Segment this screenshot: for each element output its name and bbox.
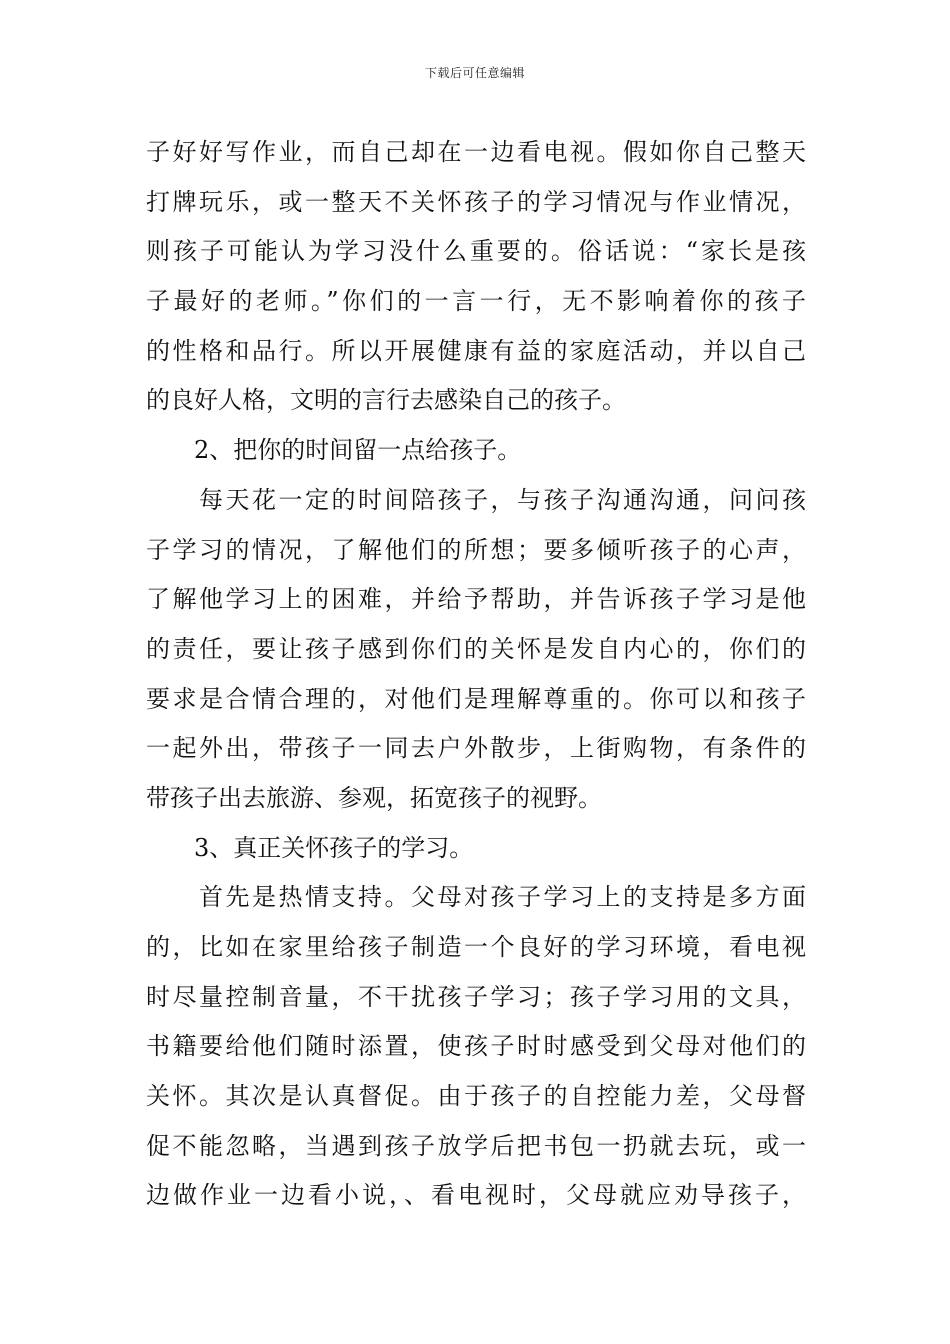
body-text xyxy=(146,128,806,1221)
text-line: 关怀。其次是认真督促。由于孩子的自控能力差，父母督 xyxy=(146,1082,806,1111)
text-line: 子最好的老师。”你们的一言一行，无不影响着你的孩子 xyxy=(146,287,806,316)
text-line: 子好好写作业，而自己却在一边看电视。假如你自己整天 xyxy=(146,138,806,166)
text-line: 的责任，要让孩子感到你们的关怀是发自内心的，你们的 xyxy=(146,634,806,663)
section-heading: 3、真正关怀孩子的学习。 xyxy=(194,833,474,862)
text-line: 时尽量控制音量，不干扰孩子学习；孩子学习用的文具， xyxy=(146,982,806,1011)
page-header: 下载后可任意编辑 xyxy=(424,66,525,80)
text-line: 首先是热情支持。父母对孩子学习上的支持是多方面 xyxy=(199,883,806,912)
section-heading: 2、把你的时间留一点给孩子。 xyxy=(194,436,522,465)
text-line: 的性格和品行。所以开展健康有益的家庭活动，并以自己 xyxy=(146,336,806,365)
text-line: 打牌玩乐，或一整天不关怀孩子的学习情况与作业情况， xyxy=(146,187,806,216)
text-line: 了解他学习上的困难，并给予帮助，并告诉孩子学习是他 xyxy=(146,585,806,614)
text-line: 书籍要给他们随时添置，使孩子时时感受到父母对他们的 xyxy=(146,1032,806,1061)
text-line: 子学习的情况，了解他们的所想；要多倾听孩子的心声， xyxy=(146,535,806,564)
text-line: 的良好人格，文明的言行去感染自己的孩子。 xyxy=(146,386,626,415)
text-line: 促不能忽略，当遇到孩子放学后把书包一扔就去玩，或一 xyxy=(146,1131,806,1160)
text-line: 每天花一定的时间陪孩子，与孩子沟通沟通，问问孩 xyxy=(199,485,806,514)
text-line: 则孩子可能认为学习没什么重要的。俗话说：“家长是孩 xyxy=(146,237,806,266)
text-line: 的，比如在家里给孩子制造一个良好的学习环境，看电视 xyxy=(146,933,806,961)
text-line: 一起外出，带孩子一同去户外散步，上街购物，有条件的 xyxy=(146,734,806,763)
text-line: 要求是合情合理的，对他们是理解尊重的。你可以和孩子 xyxy=(146,684,806,713)
text-line: 带孩子出去旅游、参观，拓宽孩子的视野。 xyxy=(146,783,602,812)
text-line: 边做作业一边看小说，、看电视时，父母就应劝导孩子， xyxy=(146,1181,806,1210)
